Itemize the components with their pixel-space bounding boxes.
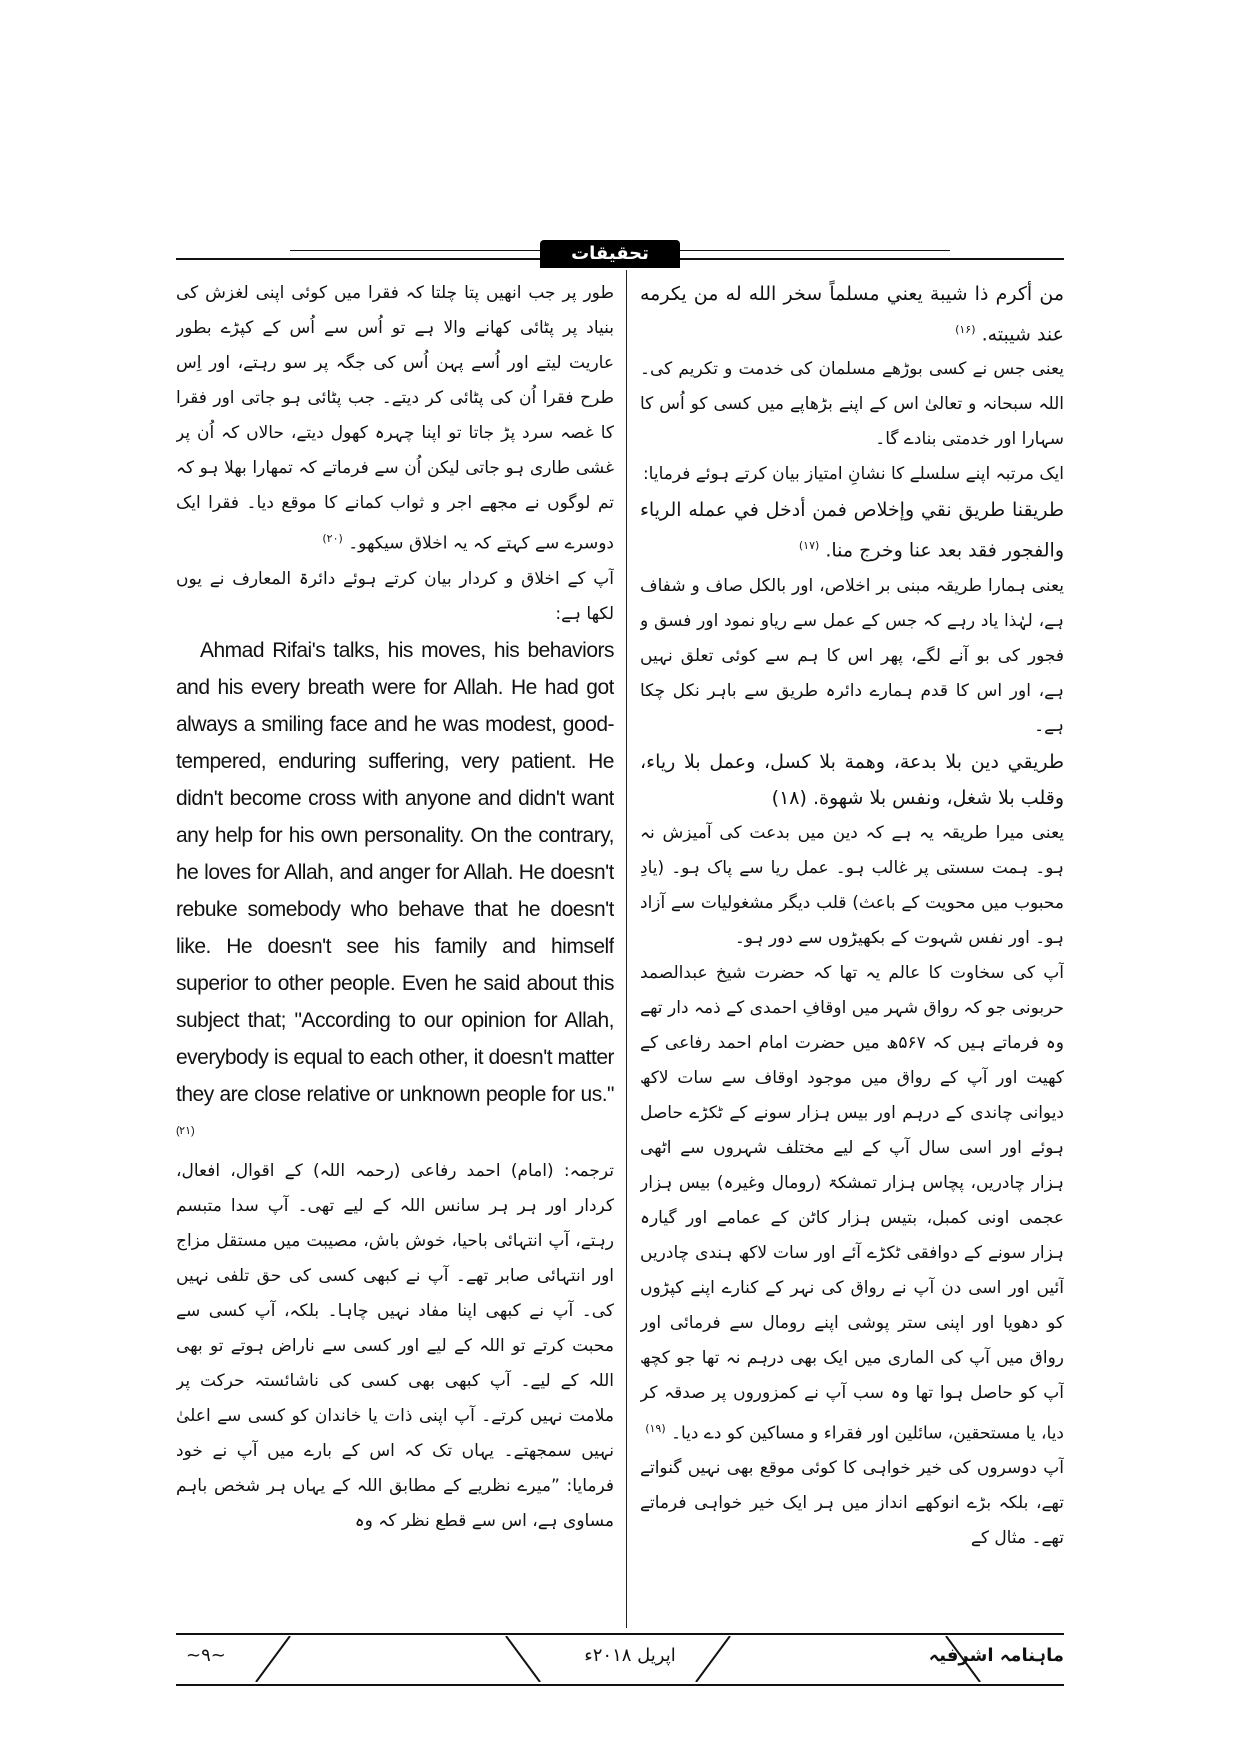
arabic-saying-2-text: طريقنا طريق نقي وإخلاص فمن أدخل في عمله الرياء والفجور فقد بعد عنا وخرج منا. bbox=[640, 499, 1064, 562]
header-rule-top-right bbox=[680, 250, 950, 251]
arabic-hadith-1-text: من أكرم ذا شيبة يعني مسلماً سخر الله له من يكرمه عند شيبته. bbox=[640, 283, 1064, 346]
urdu-translation-1: یعنی جس نے کسی بوڑھے مسلمان کی خدمت و تکریم کی۔ اللہ سبحانہ و تعالیٰ اس کے اپنے بڑھاپے میں کسی کو اُس کا سہارا اور خدمتی بنادے گا۔ bbox=[640, 359, 1064, 450]
footnote-ref-17: (۱۷) bbox=[798, 539, 820, 553]
footer-rule-bottom bbox=[176, 1684, 1064, 1686]
english-quote bbox=[176, 632, 614, 1154]
urdu-translation-english-quote: ترجمہ: (امام) احمد رفاعی (رحمہ اللہ) کے اقوال، افعال، کردار اور ہر ہر سانس اللہ کے لیے تھی۔ آپ سدا متبسم رہتے، آپ انتہائی باحیا، خوش باش، مصیبت میں مستقل مزاج اور انتہائی صابر تھے۔ آپ نے کبھی کسی کی حق تلفی نہیں کی۔ آپ نے کبھی اپنا مفاد نہیں چاہا۔ بلکہ، آپ کسی سے محبت کرتے تو اللہ کے لیے اور کسی سے ناراض ہوتے تو بھی اللہ کے لیے۔ آپ کبھی بھی کسی کی ناشائستہ حرکت پر ملامت نہیں کرتے۔ آپ اپنی ذات یا خاندان کو کسی سے اعلیٰ نہیں سمجھتے۔ یہاں تک کہ اس کے بارے میں آپ نے خود فرمایا: ”میرے نظریے کے مطابق اللہ کے یہاں ہر شخص باہم مساوی ہے، اس سے قطع نظر کہ وہ bbox=[176, 1160, 614, 1531]
page-number: ~۹~ bbox=[186, 1645, 226, 1666]
encyclopedia-intro: آپ کے اخلاق و کردار بیان کرتے ہوئے دائرۃ المعارف نے یوں لکھا ہے: bbox=[176, 568, 614, 624]
section-title-badge: تحقیقات bbox=[540, 240, 680, 268]
goodwill-paragraph: آپ دوسروں کی خیر خواہی کا کوئی موقع بھی نہیں گنواتے تھے، بلکہ بڑے انوکھے انداز میں ہر ایک خیر خواہی فرماتے تھے۔ مثال کے bbox=[640, 1458, 1064, 1549]
arabic-saying-2 bbox=[640, 492, 1064, 568]
header-rule-top-left bbox=[290, 250, 540, 251]
continuation-paragraph bbox=[176, 276, 614, 562]
footnote-ref-19: (۱۹) bbox=[645, 1421, 666, 1435]
header-rule-left bbox=[176, 258, 540, 260]
generosity-paragraph bbox=[640, 956, 1064, 1452]
english-quote-text: Ahmad Rifai's talks, his moves, his behaviors and his every breath were for Allah. He had got always a smiling face and he was modest, good-tempered, enduring suffering, very patient. He didn't become cross with anyone and didn't want any help for his own personality. On the contrary, he loves for Allah, and anger for Allah. He doesn't rebuke somebody who behave that he doesn't like. He doesn't see his family and himself superior to other people. Even he said about this subject that; "According to our opinion for Allah, everybody is equal to each other, it doesn't matter they are close relative or unknown people for us." bbox=[176, 638, 614, 1106]
footnote-ref-21: (۲۱) bbox=[176, 1124, 195, 1137]
magazine-name: ماہنامہ اشرفیہ bbox=[928, 1645, 1064, 1666]
footnote-ref-16: (۱۶) bbox=[955, 323, 976, 336]
column-divider bbox=[626, 270, 627, 1628]
footnote-ref-20: (۲۰) bbox=[322, 532, 343, 545]
arabic-saying-3 bbox=[640, 744, 1064, 816]
left-column bbox=[176, 276, 614, 1626]
continuation-text: طور پر جب انھیں پتا چلتا کہ فقرا میں کوئی اپنی لغزش کی بنیاد پر پٹائی کھانے والا ہے تو اُس سے اُس کے کپڑے بطور عاریت لیتے اور اُسے پہن اُس کی جگہ پر سو رہتے، اور اِس طرح فقرا اُن کی پٹائی کر دیتے۔ جب پٹائی ہو جاتی اور فقرا کا غصہ سرد پڑ جاتا تو اپنا چہرہ کھول دیتے، حالاں کہ اُن پر غشی طاری ہو جاتی لیکن اُن سے فرماتے کہ تمھارا بھلا ہو کہ تم لوگوں نے مجھے اجر و ثواب کمانے کا موقع دیا۔ فقرا ایک دوسرے سے کہتے کہ یہ اخلاق سیکھو۔ bbox=[176, 283, 614, 554]
footer-divider-left bbox=[250, 1636, 296, 1682]
generosity-text: آپ کی سخاوت کا عالم یہ تھا کہ حضرت شیخ عبدالصمد حربونی جو کہ رواق شہر میں اوقافِ احمدی کے ذمہ دار تھے وہ فرماتے ہیں کہ ۵۶۷ھ میں حضرت امام احمد رفاعی کے کھیت اور آپ کے رواق میں موجود اوقاف سے سات لاکھ دیوانی چاندی کے درہم اور بیس ہزار سونے کے ٹکڑے حاصل ہوئے اور اسی سال آپ کے لیے مختلف شہروں سے اٹھی ہزار چادریں، پچاس ہزار تمشکۃ (رومال وغیرہ) بیس ہزار عجمی اونی کمبل، بتیس ہزار کاٹن کے عمامے اور گیارہ ہزار سونے کے دوافقی ٹکڑے آئے اور سات لاکھ ہندی چادریں آئیں اور اسی دن آپ نے رواق کی نہر کے کنارے اپنے کپڑوں کو دھویا اور اپنی ستر پوشی اپنے رومال سے فرمائی اور رواق میں آپ کی الماری میں ایک بھی درہم نہ تھا جو کچھ آپ کو حاصل ہوا تھا وہ سب آپ نے کمزوروں پر صدقہ کر دیا، یا مستحقین، سائلین اور فقراء و مساکین کو دے دیا۔ bbox=[640, 962, 1064, 1444]
footer-rule-top bbox=[176, 1633, 1064, 1635]
right-column bbox=[640, 276, 1064, 1626]
issue-date: اپریل ۲۰۱۸ء bbox=[584, 1645, 676, 1666]
arabic-hadith-1 bbox=[640, 276, 1064, 352]
urdu-intro-2: ایک مرتبہ اپنے سلسلے کا نشانِ امتیاز بیان کرتے ہوئے فرمایا: bbox=[642, 464, 1064, 485]
urdu-translation-3: یعنی میرا طریقہ یہ ہے کہ دین میں بدعت کی آمیزش نہ ہو۔ ہمت سستی پر غالب ہو۔ عمل ریا سے پاک ہو۔ (یادِ محبوب میں محویت کے باعث) قلب دیگر مشغولیات سے آزاد ہو۔ اور نفس شہوت کے بکھیڑوں سے دور ہو۔ bbox=[640, 822, 1064, 948]
arabic-saying-3-text: طريقي دين بلا بدعة، وهمة بلا كسل، وعمل بلا رياء، وقلب بلا شغل، ونفس بلا شهوة. bbox=[640, 750, 1064, 809]
footnote-ref-18: (۱۸) bbox=[771, 786, 807, 809]
header-rule-right bbox=[680, 258, 1064, 260]
urdu-translation-2: یعنی ہمارا طریقہ مبنی بر اخلاص، اور بالکل صاف و شفاف ہے، لہٰذا یاد رہے کہ جس کے عمل سے ریاو نمود اور فسق و فجور کی بو آنے لگے، پھر اس کا ہم سے کوئی تعلق نہیں ہے، اور اس کا قدم ہمارے دائرہ طریق سے باہر نکل چکا ہے۔ bbox=[640, 575, 1064, 736]
